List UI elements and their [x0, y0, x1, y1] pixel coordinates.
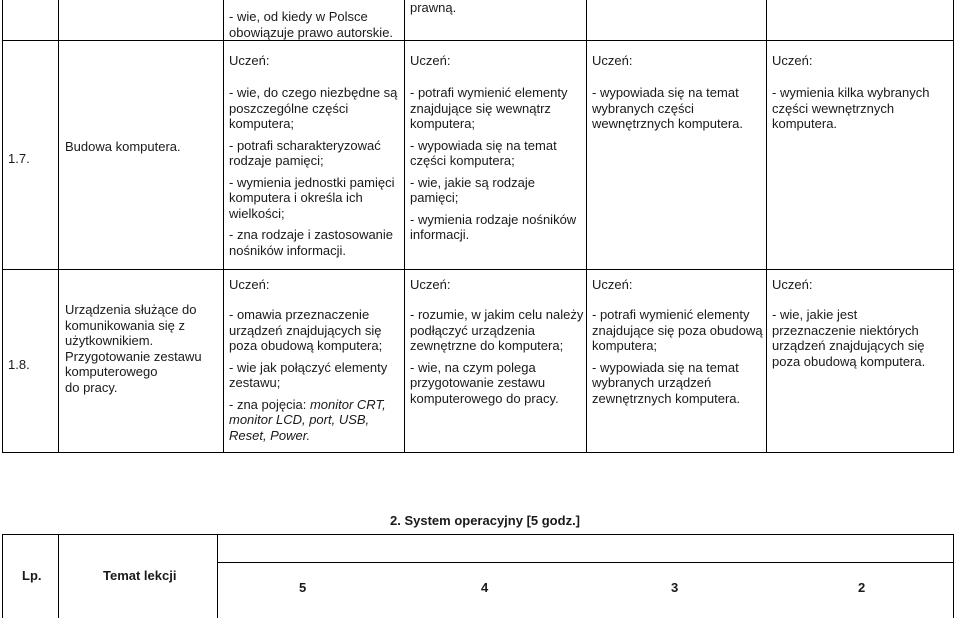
text-line: komputera. [772, 116, 838, 131]
term: monitor CRT, [309, 396, 386, 412]
student-label: Uczeń: [772, 277, 813, 292]
table2-border-top [2, 534, 954, 535]
text-line: poza obudową komputera. [772, 353, 926, 369]
text-line: urządzeń znajdujących się [772, 338, 925, 353]
text-line: przygotowanie zestawu [410, 375, 546, 390]
text-line: nośników informacji. [229, 242, 347, 258]
text-line: - rozumie, w jakim celu należy [410, 307, 584, 322]
text-line: - zna rodzaje i zastosowanie [229, 227, 394, 242]
text-line: poszczególne części [229, 100, 349, 116]
term: Reset, Power. [229, 427, 311, 443]
text-line: - potrafi wymienić elementy [410, 85, 568, 100]
text-line: prawną. [410, 0, 457, 15]
term: monitor LCD, port, USB, [229, 412, 370, 427]
column-header-topic: Temat lekcji [103, 568, 177, 583]
text-line: przeznaczenie niektórych [772, 322, 919, 338]
table-column-divider [404, 0, 405, 452]
table-border-right [953, 0, 954, 452]
grade3-requirements [592, 307, 763, 406]
text-line: poza obudową komputera; [229, 338, 383, 353]
text-line [229, 397, 387, 413]
text-line: zestawu; [229, 375, 281, 390]
table-border-bottom [2, 452, 954, 453]
text-line: informacji. [410, 227, 470, 242]
student-label: Uczeń: [229, 277, 270, 292]
student-label: Uczeń: [772, 53, 813, 68]
text-line: znajdujące się poza obudową [592, 322, 763, 338]
section-heading: 2. System operacyjny [5 godz.] [390, 513, 581, 528]
text-line: - omawia przeznaczenie [229, 307, 370, 322]
text-line: - wie, jakie jest [772, 307, 858, 322]
text-line: części komputera; [410, 153, 515, 168]
row-number: 1.7. [8, 151, 30, 166]
text-line: Przygotowanie zestawu [65, 348, 202, 364]
table2-column-divider [217, 534, 218, 618]
text-line: - wymienia kilka wybranych [772, 85, 930, 100]
table2-border-left [2, 534, 3, 618]
lesson-topic [65, 302, 202, 395]
text-line: urządzeń znajdujących się [229, 322, 382, 338]
student-label: Uczeń: [410, 277, 451, 292]
text-line: rodzaje pamięci; [229, 153, 324, 168]
text-line: - wypowiada się na temat [592, 85, 739, 100]
text-line: Urządzenia służące do [65, 302, 197, 317]
text-line: - wymienia jednostki pamięci [229, 174, 395, 190]
column-header-lp: Lp. [22, 568, 42, 583]
row-divider [2, 269, 954, 270]
text-line: zewnętrzne do komputera; [410, 338, 564, 353]
column-header-grade3: 3 [671, 580, 679, 595]
column-header-grade5: 5 [299, 580, 307, 595]
text-line: wielkości; [229, 205, 285, 221]
text-line: podłączyć urządzenia [410, 322, 536, 338]
lesson-topic: Budowa komputera. [65, 139, 181, 154]
text-line: znajdujące się wewnątrz [410, 100, 551, 116]
table-column-divider [766, 0, 767, 452]
table2-border-right [953, 534, 954, 618]
text-line: - wie jak połączyć elementy [229, 359, 388, 375]
text-line: - wie, jakie są rodzaje [410, 174, 535, 190]
grade5-requirements [229, 307, 387, 443]
row-number: 1.8. [8, 357, 30, 372]
table2-inner-line [217, 562, 954, 563]
grade3-requirements [592, 85, 743, 132]
text-line: - potrafi wymienić elementy [592, 307, 750, 322]
table-border-left [2, 0, 3, 452]
grade2-requirements [772, 307, 925, 369]
grade2-requirements [772, 85, 930, 132]
text-line: pamięci; [410, 190, 459, 205]
top-row-col4-text [410, 0, 456, 16]
top-row-col3-text [229, 9, 393, 40]
student-label: Uczeń: [592, 53, 633, 68]
row-divider [2, 40, 954, 41]
text-line: użytkownikiem. [65, 333, 154, 348]
text-line: komputerowego [65, 364, 158, 379]
text-line: - wie, od kiedy w Polsce [229, 9, 368, 24]
text-line: - potrafi scharakteryzować [229, 137, 381, 153]
student-label: Uczeń: [410, 53, 451, 68]
table-column-divider [58, 0, 59, 452]
text-line: - wie, na czym polega [410, 359, 536, 375]
grade4-requirements [410, 307, 583, 406]
text-line: komputera; [410, 116, 476, 131]
text-line: komputera; [229, 116, 295, 131]
text-line: - wypowiada się na temat [410, 137, 557, 153]
text-line: komputera; [592, 338, 658, 353]
text-line: wybranych części [592, 100, 694, 116]
student-label: Uczeń: [592, 277, 633, 292]
terms-prefix: - zna pojęcia: [229, 396, 310, 412]
text-line: komputera i określa ich [229, 190, 363, 205]
text-line: komputerowego do pracy. [410, 390, 559, 406]
grade4-requirements [410, 85, 576, 243]
column-header-grade4: 4 [481, 580, 489, 595]
text-line: obowiązuje prawo autorskie. [229, 24, 394, 40]
student-label: Uczeń: [229, 53, 270, 68]
text-line: - wymienia rodzaje nośników [410, 211, 577, 227]
text-line: - wie, do czego niezbędne są [229, 85, 398, 100]
text-line: do pracy. [65, 379, 118, 395]
table2-column-divider [58, 534, 59, 618]
grade5-requirements [229, 85, 397, 258]
table-column-divider [586, 0, 587, 452]
column-header-grade2: 2 [858, 580, 866, 595]
text-line: wybranych urządzeń [592, 375, 712, 390]
table-column-divider [223, 0, 224, 452]
text-line: wewnętrznych komputera. [592, 116, 744, 131]
text-line: części wewnętrznych [772, 100, 895, 116]
text-line: - wypowiada się na temat [592, 359, 739, 375]
text-line: komunikowania się z [65, 317, 185, 333]
text-line: zewnętrznych komputera. [592, 390, 741, 406]
